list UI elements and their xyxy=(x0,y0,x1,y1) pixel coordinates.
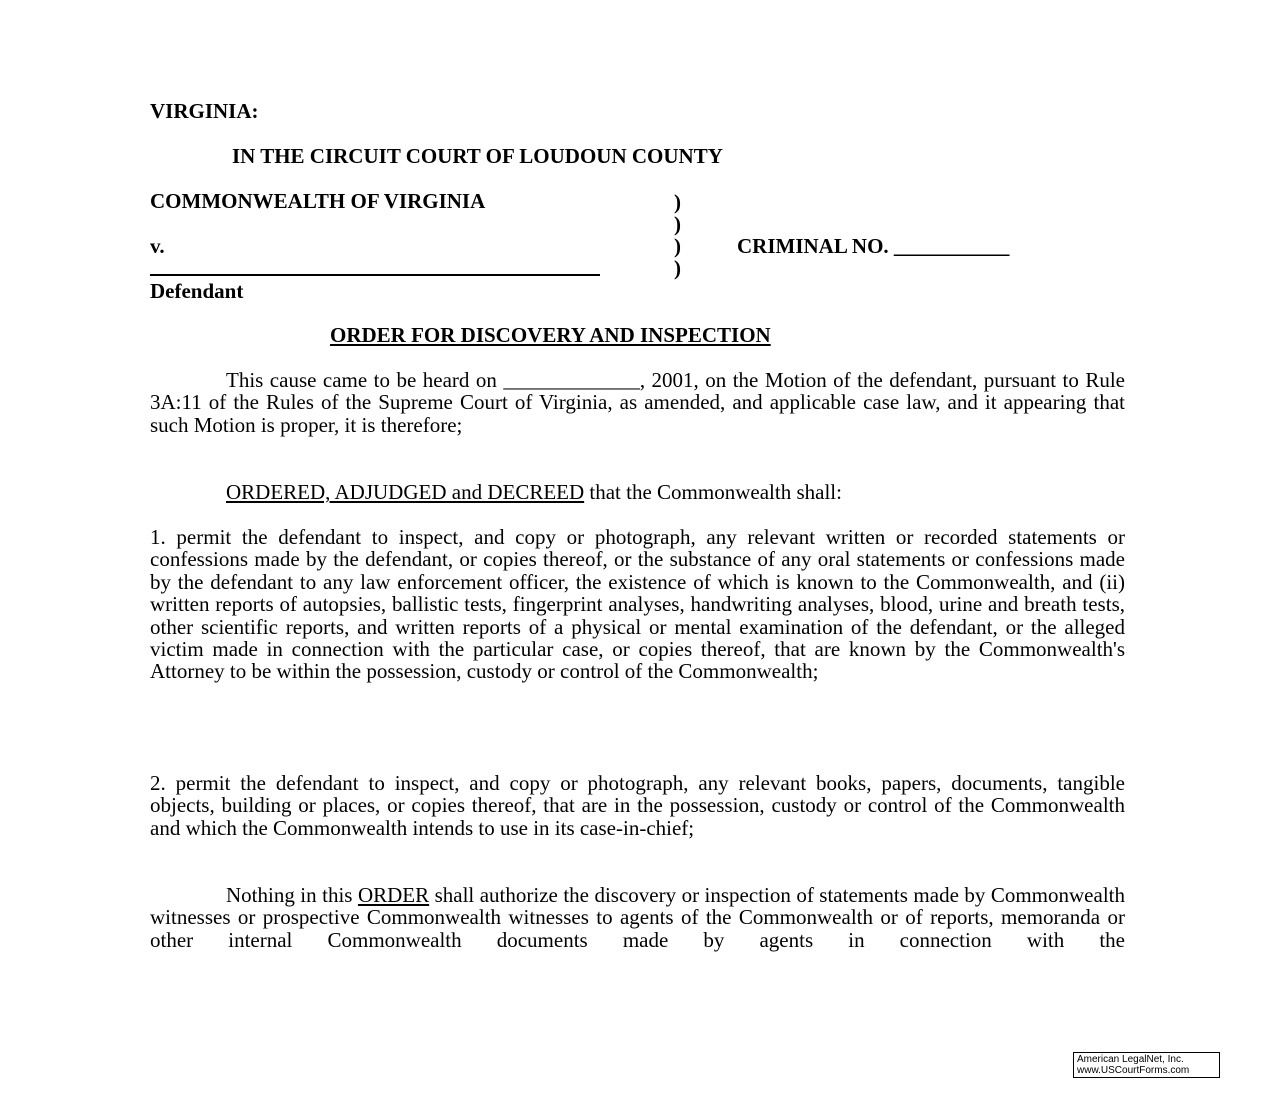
nothing-text-pre: Nothing in this xyxy=(226,883,358,907)
item-2-paragraph: 2. permit the defendant to inspect, and copy or photograph, any relevant books, papers, documents, tangible objects, building or places, or copies thereof, that are in the possession, custody or control of the Commonwealth and which the Commonwealth intends to use in its case-in-chief; xyxy=(150,771,1125,840)
order-word: ORDER xyxy=(357,883,430,907)
versus-label: v. xyxy=(150,234,165,258)
ordered-decree-phrase: ORDERED, ADJUDGED and DECREED xyxy=(226,480,585,504)
order-title: ORDER FOR DISCOVERY AND INSPECTION xyxy=(330,323,771,347)
item-1-paragraph: 1. permit the defendant to inspect, and copy or photograph, any relevant written or recorded statements or confessions made by the defendant, or copies thereof, or the substance of any oral statements or confessions made by the defendant to any law enforcement officer, the existence of which is known to the Commonwealth, and (ii) written reports of autopsies, ballistic tests, fingerprint analyses, handwriting analyses, blood, urine and breath tests, other scientific reports, and written reports of a physical or mental examination of the defendant, or the alleged victim made in connection with the particular case, or copies thereof, that are known by the Commonwealth's Attorney to be within the possession, custody or control of the Commonwealth; xyxy=(150,525,1125,684)
nothing-paragraph xyxy=(150,884,1125,951)
ordered-paragraph xyxy=(150,481,1125,503)
intro-text: This cause came to be heard on _____________, 2001, on the Motion of the defendant, pursuant to Rule 3A:11 of the Rules of the Supreme Court of Virginia, as amended, and applicable case law, and it appearing that such Motion is proper, it is therefore; xyxy=(150,368,1125,437)
defendant-label: Defendant xyxy=(150,279,244,303)
court-heading: IN THE CIRCUIT COURT OF LOUDOUN COUNTY xyxy=(232,144,723,168)
publisher-name: American LegalNet, Inc. xyxy=(1077,1054,1184,1065)
defendant-signature-line xyxy=(150,274,600,276)
ordered-decree-rest: that the Commonwealth shall: xyxy=(584,480,842,504)
publisher-website[interactable]: www.USCourtForms.com xyxy=(1077,1065,1190,1076)
state-heading: VIRGINIA: xyxy=(150,99,259,123)
plaintiff-name: COMMONWEALTH OF VIRGINIA xyxy=(150,189,486,213)
criminal-number: CRIMINAL NO. ___________ xyxy=(737,234,1010,258)
caption-paren: ) xyxy=(674,190,681,214)
intro-paragraph xyxy=(150,369,1125,436)
publisher-stamp xyxy=(1073,1052,1220,1078)
nothing-text-post: shall authorize the discovery or inspection of statements made by Commonwealth witnesses or prospective Commonwealth witnesses to agents of the Commonwealth or of reports, memoranda or other internal Commonwealth documents made by agents in connection with the xyxy=(150,883,1125,952)
caption-paren: ) xyxy=(674,234,681,258)
caption-paren: ) xyxy=(674,212,681,236)
caption-paren: ) xyxy=(674,256,681,280)
